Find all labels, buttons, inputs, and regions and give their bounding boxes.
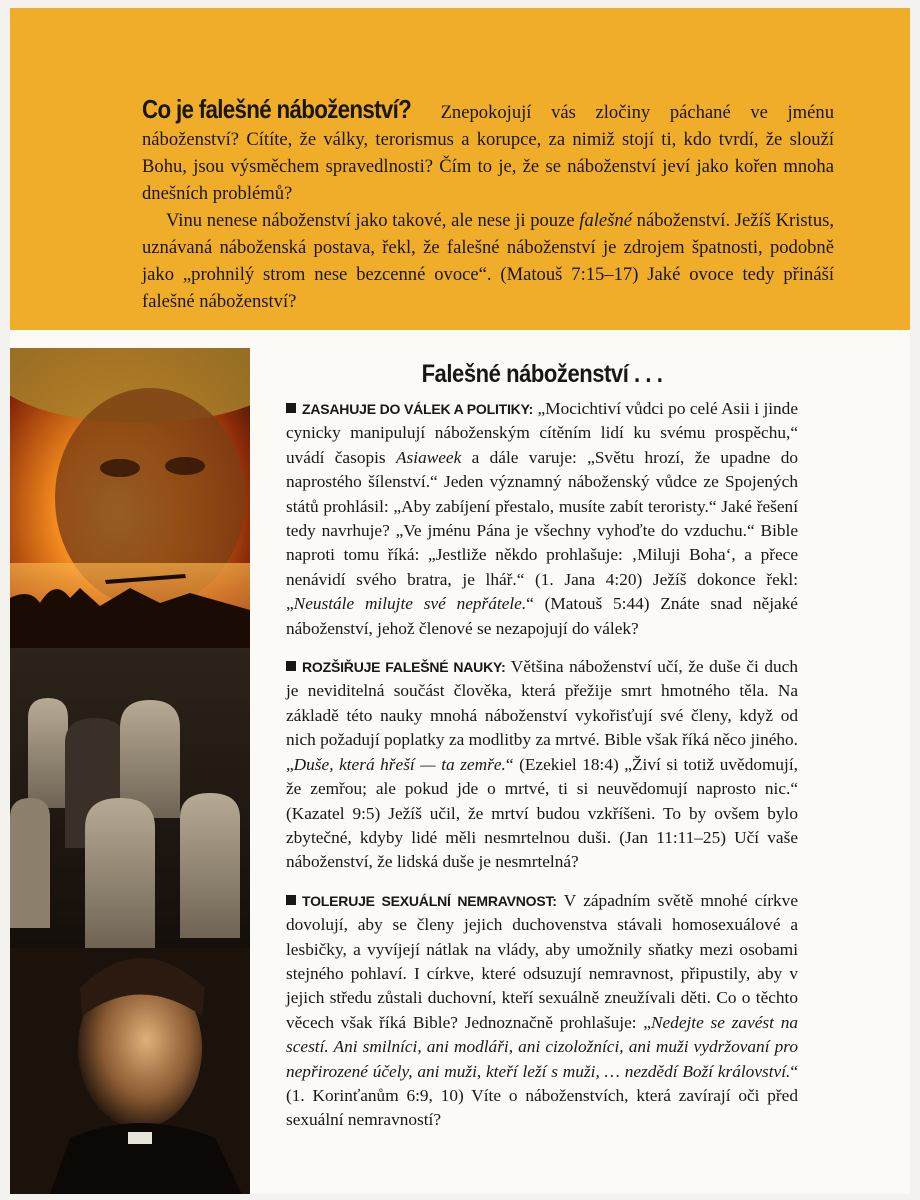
intro-paragraph-1	[142, 96, 834, 207]
entry-war-politics	[286, 397, 798, 641]
entry-heading: ZASAHUJE DO VÁLEK A POLITIKY:	[302, 401, 534, 417]
gravestone	[28, 698, 68, 808]
page	[10, 8, 910, 1194]
entry-emphasis: Nedejte se zavést na scestí. Ani smilníci, ani modláři, ani cizoložníci, ani muži vydržovaní pro nepřirozené účely, ani muži, kteří leží s muži, … nezdědí Boží království.	[286, 1012, 798, 1081]
entry-emphasis: Duše, která hřeší — ta zemře.	[293, 754, 506, 774]
intro-p2-emphasis: falešné	[579, 210, 632, 231]
bullet-square-icon	[286, 661, 296, 671]
entry-false-doctrine	[286, 655, 798, 875]
intro-p1-text: Znepokojují vás zločiny páchané ve jménu náboženství? Cítíte, že války, terorismus a korupce, za nimiž stojí ti, kdo tvrdí, že slouží Bohu, jsou výsměchem spravedlnosti? Čím to je, že se náboženství jeví jako kořen mnoha dnešních problémů?	[142, 102, 834, 204]
headline: Co je falešné náboženství?	[142, 94, 412, 124]
gravestone	[85, 798, 155, 948]
entry-text: V západním světě mnohé církve dovolují, aby se členy jejich duchovenstva stávali homosexuálové a lesbičky, a vyvíjejí nátlak na vlády, aby umožnily sňatky mezi osobami stejného pohlaví. I církve, které odsuzují nemravnost, připustily, aby v jejich středu zůstali duchovní, kteří sexuálně zneužívali děti. Co o těchto věcech však říká Bible? Jednoznačně prohlašuje: „	[286, 890, 798, 1032]
photo-collage	[10, 348, 250, 1194]
gravestone	[10, 798, 50, 928]
intro-paragraph-2	[142, 207, 834, 315]
entry-text: “ (1. Korinťanům 6:9, 10) Víte o náboženstvích, která zavírají oči před sexuální nemravností?	[286, 1061, 798, 1130]
entry-heading: TOLERUJE SEXUÁLNÍ NEMRAVNOST:	[302, 892, 557, 909]
bullet-square-icon	[286, 895, 296, 905]
entry-emphasis: Asiaweek	[396, 447, 462, 467]
entry-text: a dále varuje: „Světu hrozí, že upadne do naprostého šílenství.“ Jeden významný náboženský vůdce ze Spojených států prohlásil: „Aby zabíjení přestalo, musíte zabít teroristy.“ Jaké řešení tedy navrhuje? „Ve jménu Pána je všechny vyhoďte do vzduchu.“ Bible naproti tomu říká: „Jestliže někdo prohlašuje: ‚Miluji Boha‘, a přece nenávidí svého bratra, je lhář.“ (1. Jana 4:20) Ježíš dokonce řekl: „	[286, 447, 798, 614]
entry-text: „Mocichtiví vůdci po celé Asii i jinde cynicky manipulují náboženským cítěním lidí ku svému prospěchu,“ uvádí časopis	[286, 399, 798, 467]
intro-banner	[10, 8, 910, 330]
entry-emphasis: Neustále milujte své nepřátele.	[293, 594, 527, 614]
entry-text: “ (Matouš 5:44) Znáte snad nějaké náboženství, jehož členové se nezapojují do válek?	[286, 594, 798, 638]
bullet-square-icon	[286, 403, 296, 413]
intro-p2-text-a: Vinu nenese náboženství jako takové, ale nese ji pouze	[166, 210, 580, 231]
intro-text	[142, 96, 834, 315]
main-article	[286, 348, 798, 1147]
intro-p2-text-b: náboženství. Ježíš Kristus, uznávaná náboženská postava, řekl, že falešné náboženství je zdrojem špatnosti, podobně jako „prohnilý strom nese bezcenné ovoce“. (Matouš 7:15–17) Jaké ovoce tedy přináší falešné náboženství?	[142, 210, 834, 312]
entry-immorality	[286, 889, 798, 1133]
entry-heading: ROZŠIŘUJE FALEŠNÉ NAUKY:	[302, 659, 506, 676]
collage-illustration	[10, 348, 250, 1194]
gravestone	[180, 793, 240, 938]
section-title: Falešné náboženství . . .	[421, 360, 663, 388]
entry-text: “ (Ezekiel 18:4) „Živí si totiž uvědomují, že zemřou; ale pokud jde o mrtvé, ti si neuvědomují naprosto nic.“ (Kazatel 9:5) Ježíš učil, že mrtví budou vzkříšeni. To by ovšem bylo zbytečné, kdyby lidé měli nesmrtelnou duši. (Jan 11:11–25) Učí vaše náboženství, že lidská duše je nesmrtelná?	[286, 754, 798, 872]
clerical-collar	[128, 1132, 152, 1144]
entry-text: Většina náboženství učí, že duše či duch je neviditelná součást člověka, která přežije smrt hmotného těla. Na základě této nauky mnohá náboženství vykořisťují své členy, když od nich požadují poplatky za modlitby za mrtvé. Bible však říká něco jiného. „	[286, 657, 798, 774]
